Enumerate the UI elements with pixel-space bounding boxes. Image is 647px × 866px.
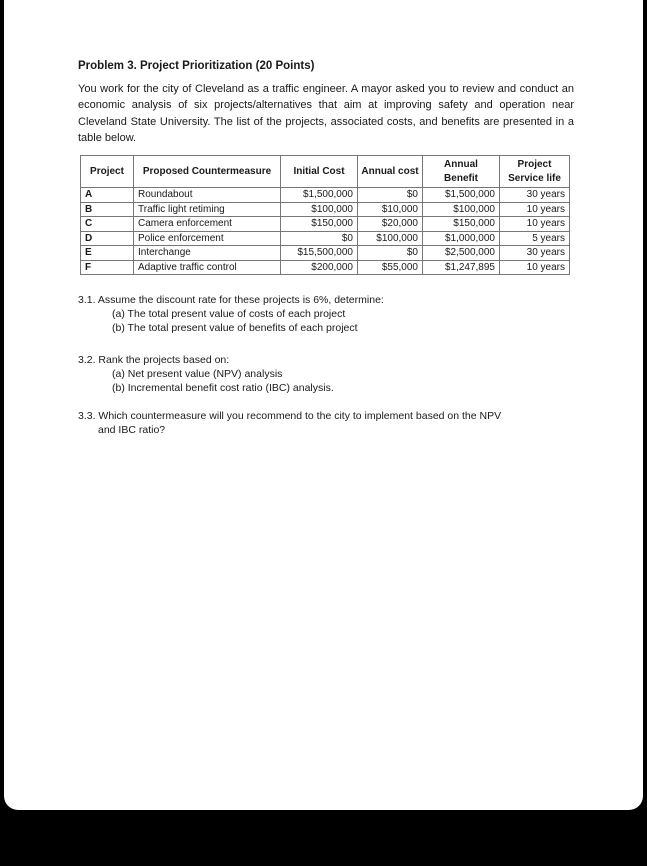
question-3-1-text: 3.1. Assume the discount rate for these projects is 6%, determine: — [78, 294, 384, 307]
cell-countermeasure: Roundabout — [134, 188, 281, 203]
cell-countermeasure: Police enforcement — [134, 231, 281, 246]
cell-initial-cost: $15,500,000 — [281, 246, 358, 261]
cell-annual-benefit: $2,500,000 — [423, 246, 500, 261]
cell-project: A — [81, 188, 134, 203]
header-initial-cost: Initial Cost — [281, 156, 358, 188]
header-annual-benefit: Annual Benefit — [423, 156, 500, 188]
cell-initial-cost: $150,000 — [281, 217, 358, 232]
problem-title: Problem 3. Project Prioritization (20 Points) — [78, 60, 315, 72]
table-row — [81, 246, 570, 261]
cell-countermeasure: Adaptive traffic control — [134, 260, 281, 275]
cell-project: B — [81, 202, 134, 217]
document-page — [4, 0, 643, 810]
cell-annual-cost: $55,000 — [358, 260, 423, 275]
table-row — [81, 217, 570, 232]
question-3-2-b: (b) Incremental benefit cost ratio (IBC) analysis. — [112, 382, 334, 395]
cell-annual-benefit: $1,247,895 — [423, 260, 500, 275]
cell-service-life: 10 years — [500, 260, 570, 275]
cell-annual-cost: $100,000 — [358, 231, 423, 246]
table-header-row — [81, 156, 570, 188]
projects-table — [80, 155, 570, 275]
cell-initial-cost: $0 — [281, 231, 358, 246]
question-3-1-a: (a) The total present value of costs of each project — [112, 308, 346, 321]
cell-service-life: 10 years — [500, 217, 570, 232]
cell-initial-cost: $200,000 — [281, 260, 358, 275]
cell-countermeasure: Traffic light retiming — [134, 202, 281, 217]
cell-annual-benefit: $1,500,000 — [423, 188, 500, 203]
question-3-2-text: 3.2. Rank the projects based on: — [78, 354, 230, 367]
header-service-life: Project Service life — [500, 156, 570, 188]
header-annual-cost: Annual cost — [358, 156, 423, 188]
cell-project: E — [81, 246, 134, 261]
cell-annual-cost: $10,000 — [358, 202, 423, 217]
cell-annual-benefit: $100,000 — [423, 202, 500, 217]
cell-countermeasure: Camera enforcement — [134, 217, 281, 232]
question-3-1 — [78, 293, 574, 335]
cell-annual-benefit: $1,000,000 — [423, 231, 500, 246]
cell-annual-cost: $0 — [358, 188, 423, 203]
cell-initial-cost: $100,000 — [281, 202, 358, 217]
header-countermeasure: Proposed Countermeasure — [134, 156, 281, 188]
cell-project: F — [81, 260, 134, 275]
cell-service-life: 30 years — [500, 246, 570, 261]
question-3-3 — [78, 409, 574, 437]
cell-service-life: 30 years — [500, 188, 570, 203]
intro-paragraph: You work for the city of Cleveland as a traffic engineer. A mayor asked you to review and conduct an economic analysis of six projects/alternatives that aim at improving safety and operation near Cleveland State University. The list of the projects, associated costs, and benefits are presented in a table below. — [78, 83, 574, 144]
question-3-3-text: 3.3. Which countermeasure will you recommend to the city to implement based on the NPV — [78, 410, 502, 423]
cell-service-life: 5 years — [500, 231, 570, 246]
question-3-2 — [78, 353, 574, 395]
table-row — [81, 188, 570, 203]
document-content — [78, 60, 574, 437]
question-3-1-b: (b) The total present value of benefits of each project — [112, 322, 358, 335]
table-row — [81, 231, 570, 246]
table-row — [81, 202, 570, 217]
cell-project: D — [81, 231, 134, 246]
cell-initial-cost: $1,500,000 — [281, 188, 358, 203]
cell-annual-cost: $20,000 — [358, 217, 423, 232]
table-row — [81, 260, 570, 275]
cell-annual-cost: $0 — [358, 246, 423, 261]
header-project: Project — [81, 156, 134, 188]
cell-project: C — [81, 217, 134, 232]
question-3-3-cont: and IBC ratio? — [98, 424, 166, 437]
cell-countermeasure: Interchange — [134, 246, 281, 261]
cell-annual-benefit: $150,000 — [423, 217, 500, 232]
question-3-2-a: (a) Net present value (NPV) analysis — [112, 368, 283, 381]
cell-service-life: 10 years — [500, 202, 570, 217]
